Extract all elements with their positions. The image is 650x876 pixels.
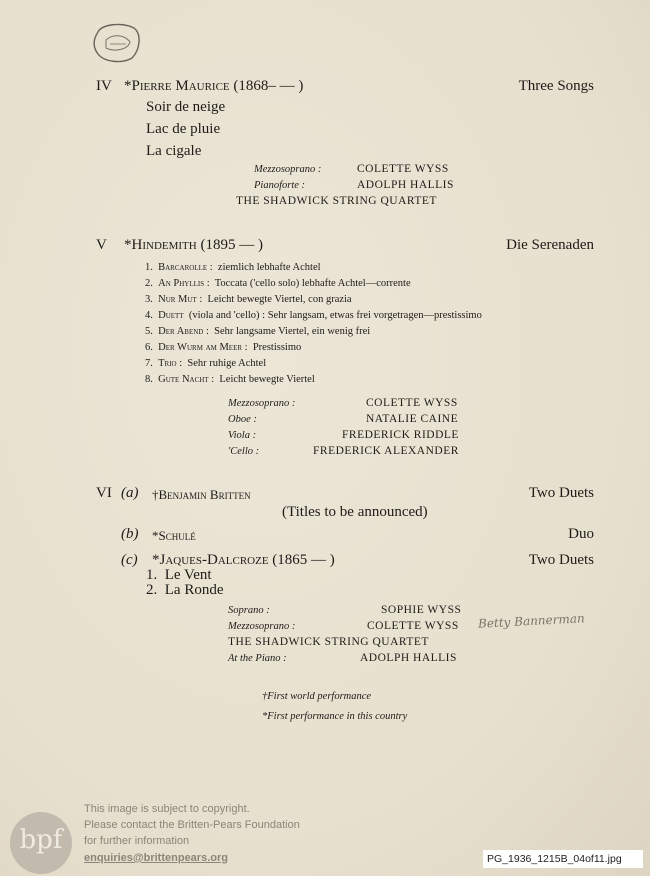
section-v-composer: *Hindemith (1895 — ) [124,237,263,253]
song-title: 2. La Ronde [146,582,224,598]
section-vi-b-work: Duo [568,526,594,542]
performer-name: COLETTE WYSS [367,620,459,632]
performer-role: Oboe : [228,414,257,425]
item-letter: (a) [121,485,139,501]
performer-role: Mezzosoprano : [228,621,296,632]
performer-role: Soprano : [228,605,270,616]
item-letter: (c) [121,552,138,568]
performer-name: SOPHIE WYSS [381,604,462,616]
movement-row: 6. Der Wurm am Meer : Prestissimo [145,342,302,353]
section-vi-a-work: Two Duets [528,485,594,501]
performer-role: Mezzosoprano : [228,398,296,409]
performer-name: ADOLPH HALLIS [357,179,454,191]
performer-role: Viola : [228,430,257,441]
section-iv-work: Three Songs [518,78,594,94]
file-id-label: PG_1936_1215B_04of11.jpg [483,850,643,868]
movement-row: 4. Duett (viola and 'cello) : Sehr langsam, etwas frei vorgetragen—prestissimo [145,310,482,321]
bpf-logo-text: bpf [19,825,63,855]
bpf-logo [10,812,72,874]
copyright-info: for further information [84,835,190,847]
movement-row: 2. An Phyllis : Toccata ('cello solo) lebhafte Achtel—corrente [145,278,411,289]
song-title: 1. Le Vent [146,567,212,583]
section-vi-b-composer: *Schulé [152,528,196,543]
section-vi-c-work: Two Duets [528,552,594,568]
movement-row: 8. Gute Nacht : Leicht bewegte Viertel [145,374,315,385]
performer-name: COLETTE WYSS [357,163,449,175]
handwritten-annotation: Betty Bannerman [477,611,585,631]
song-title: Lac de pluie [146,121,221,137]
movement-row: 3. Nur Mut : Leicht bewegte Viertel, con grazia [145,294,352,305]
song-title: La cigale [146,143,202,159]
song-title: Soir de neige [146,99,226,115]
movement-row: 5. Der Abend : Sehr langsame Viertel, ein wenig frei [145,326,371,337]
ensemble-name: THE SHADWICK STRING QUARTET [228,636,429,648]
performer-name: NATALIE CAINE [366,413,459,425]
performer-name: FREDERICK RIDDLE [342,429,459,441]
section-vi-numeral: VI [96,485,112,501]
performer-name: FREDERICK ALEXANDER [313,445,459,457]
copyright-contact: Please contact the Britten-Pears Foundation [84,819,300,831]
performer-role: Mezzosoprano : [254,164,322,175]
contact-email-link[interactable]: enquiries@brittenpears.org [84,852,228,864]
footnote-world-premiere: †First world performance [262,691,372,702]
section-iv-composer: *Pierre Maurice (1868– — ) [124,78,304,94]
performer-name: COLETTE WYSS [366,397,458,409]
performer-role: Pianoforte : [254,180,306,191]
section-iv-numeral: IV [96,78,112,94]
item-letter: (b) [121,526,139,542]
ensemble-name: THE SHADWICK STRING QUARTET [236,195,437,207]
section-vi-a-composer: †Benjamin Britten [152,487,251,502]
titles-note: (Titles to be announced) [282,504,428,520]
stamp-emblem-icon [88,20,144,66]
movement-row: 1. Barcarolle : ziemlich lebhafte Achtel [145,262,321,273]
section-vi-c-composer: *Jaques-Dalcroze (1865 — ) [152,552,335,568]
copyright-notice: This image is subject to copyright. [84,803,250,815]
performer-role: At the Piano : [228,653,287,664]
section-v-numeral: V [96,237,107,253]
performer-name: ADOLPH HALLIS [360,652,457,664]
movement-row: 7. Trio : Sehr ruhige Achtel [145,358,267,369]
footnote-country-premiere: *First performance in this country [262,711,408,722]
section-v-work: Die Serenaden [506,237,594,253]
performer-role: 'Cello : [228,446,260,457]
